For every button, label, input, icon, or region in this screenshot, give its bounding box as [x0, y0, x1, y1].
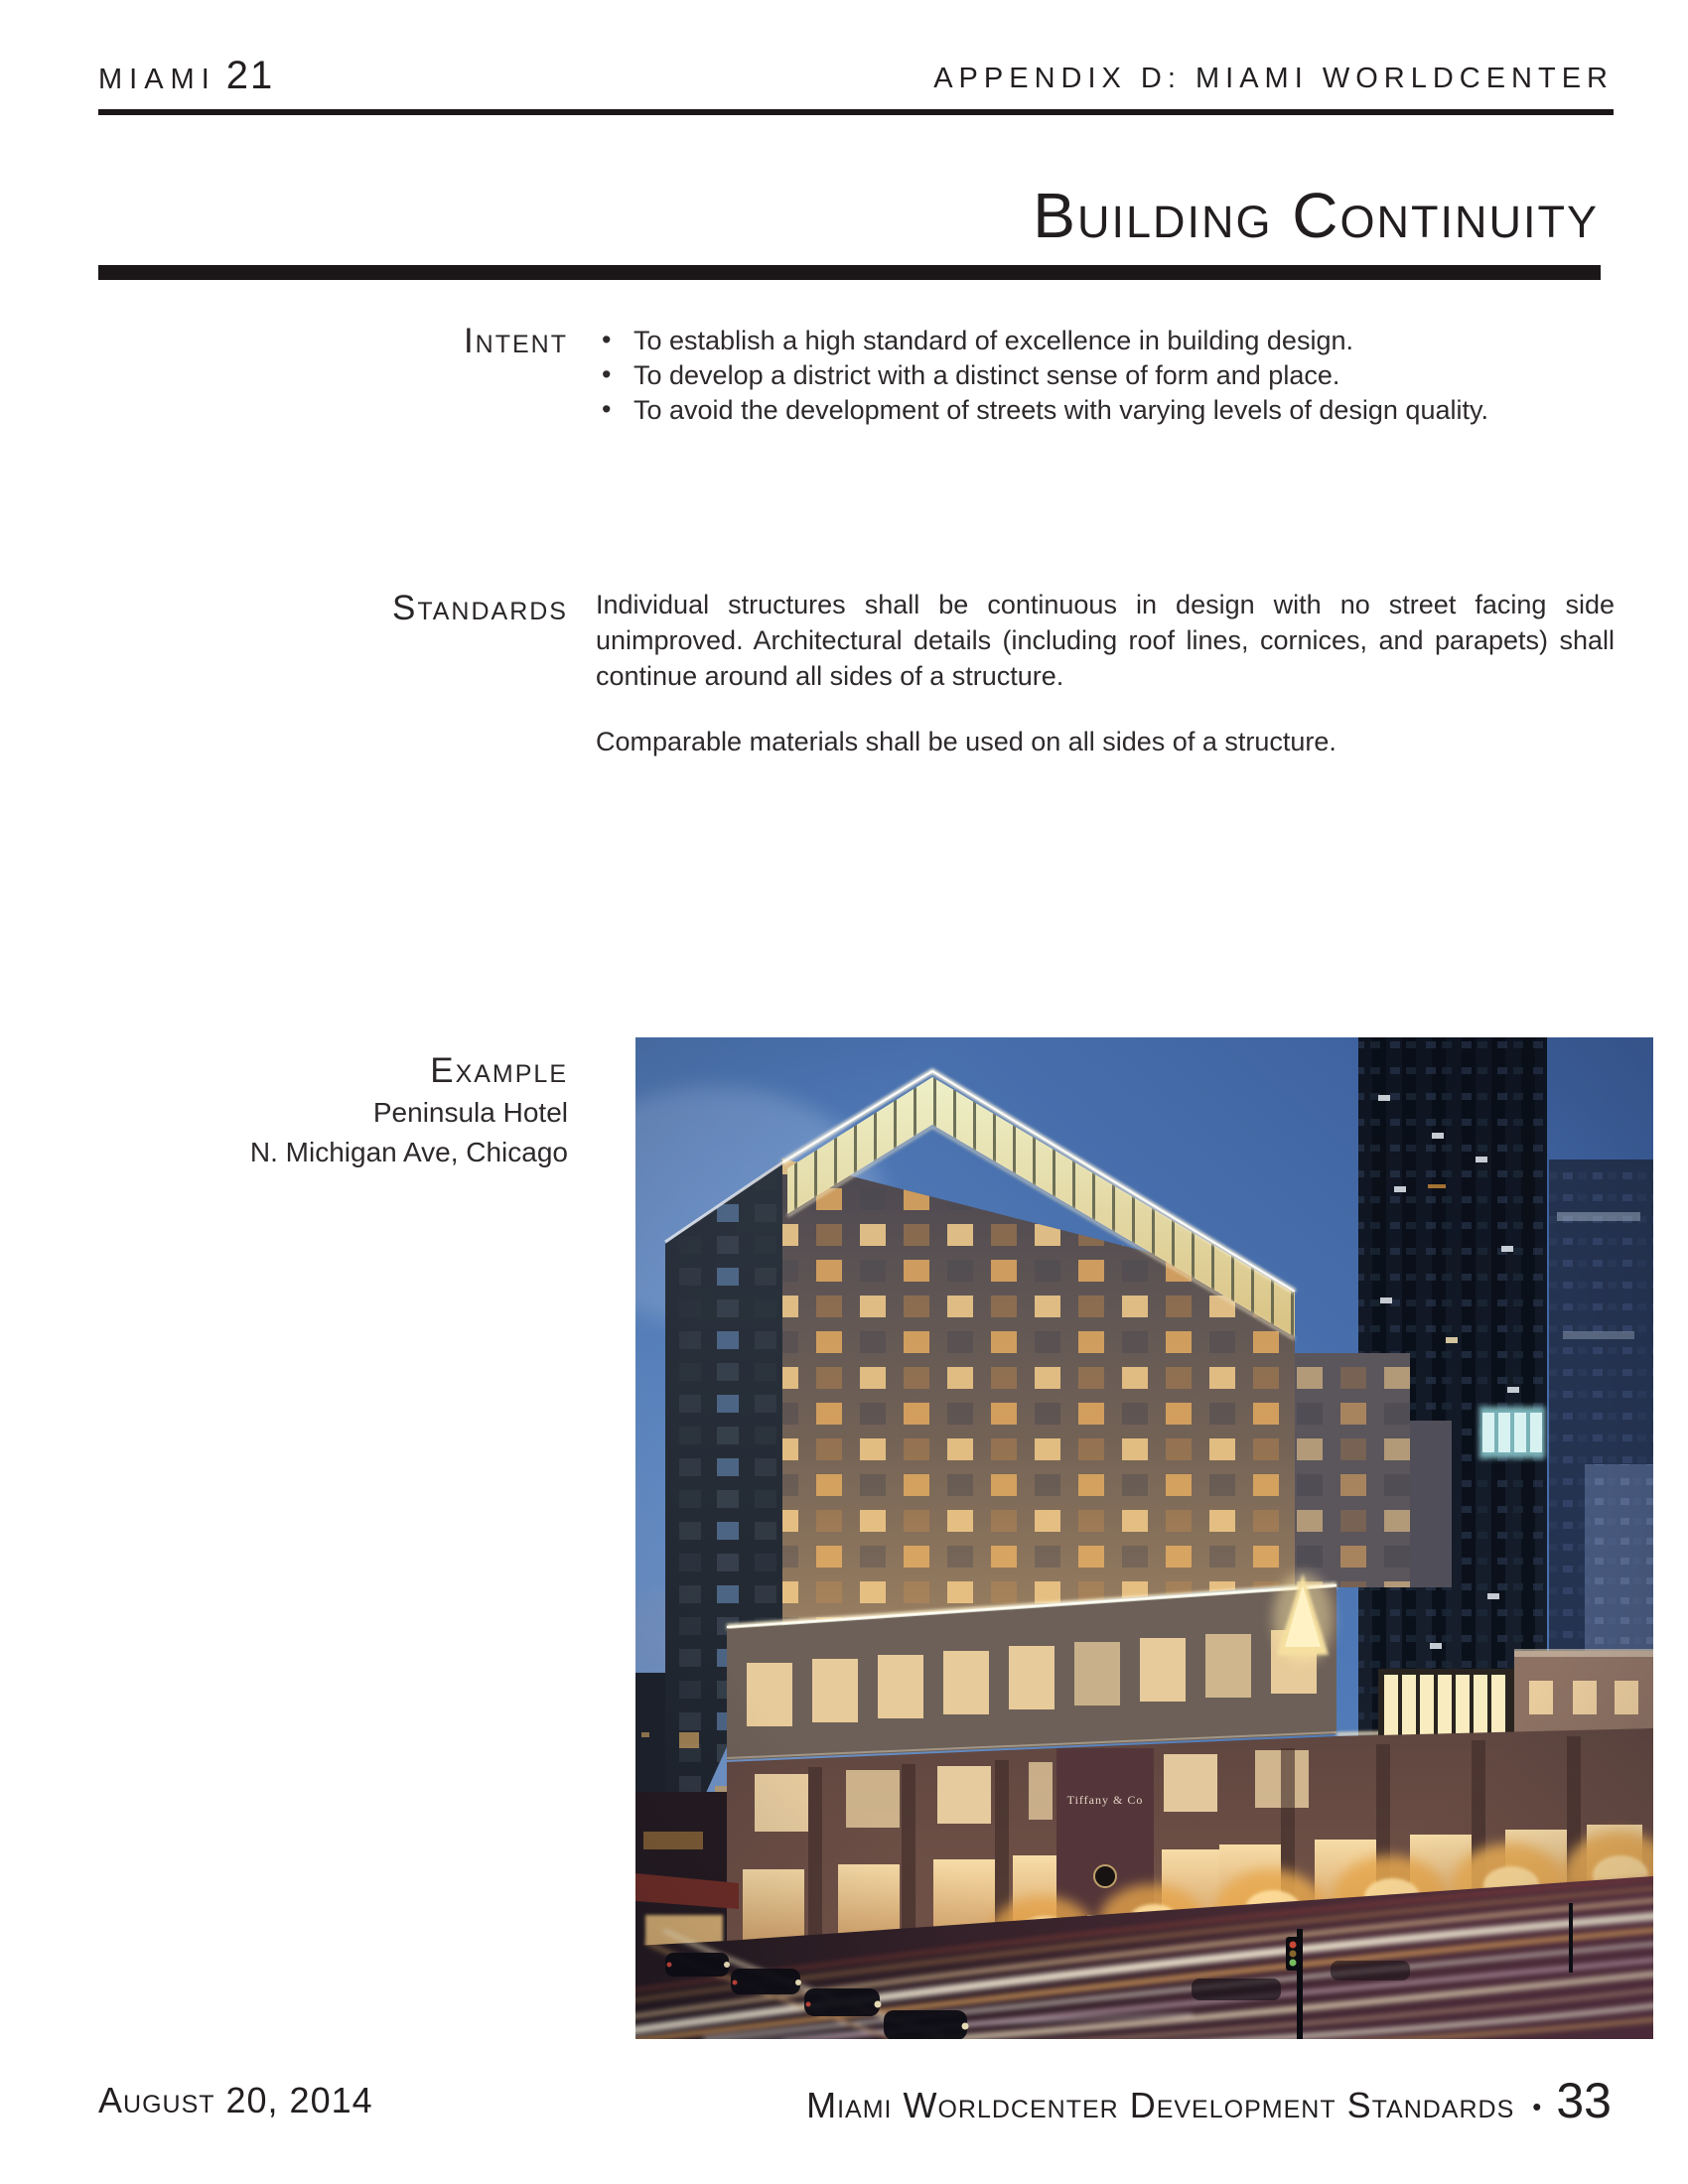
intent-bullet-3	[596, 393, 1615, 428]
brand-number: 21	[225, 54, 275, 97]
bullet-glyph: •	[602, 325, 612, 354]
standards-label: Standards	[391, 589, 568, 627]
intent-bullet-1-text: To establish a high standard of excellence in building design.	[633, 326, 1353, 355]
bullet-glyph: •	[602, 359, 612, 389]
standards-body	[596, 587, 1615, 759]
intent-bullet-1	[596, 324, 1615, 358]
example-photo	[635, 1037, 1653, 2039]
example-photo-graphic	[635, 1037, 1653, 2039]
intent-bullet-2	[596, 358, 1615, 393]
intent-label: Intent	[463, 322, 568, 360]
header-brand	[98, 56, 274, 99]
footer-separator: •	[1532, 2092, 1543, 2121]
example-caption	[98, 1093, 568, 1172]
footer-page-number: 33	[1556, 2073, 1612, 2128]
header-rule	[98, 109, 1614, 115]
bullet-glyph: •	[602, 394, 612, 424]
footer-document-title: Miami Worldcenter Development Standards	[806, 2085, 1515, 2125]
brand-text: MIAMI	[98, 64, 216, 95]
intent-bullet-list	[596, 324, 1615, 428]
intent-bullet-2-text: To develop a district with a distinct sense of form and place.	[633, 360, 1340, 390]
title-rule	[98, 265, 1601, 280]
page-title: Building Continuity	[1033, 180, 1599, 251]
example-label: Example	[430, 1051, 568, 1090]
footer-right	[806, 2073, 1612, 2128]
footer-date: August 20, 2014	[98, 2080, 373, 2120]
example-building: Peninsula Hotel	[372, 1097, 568, 1128]
header-appendix: APPENDIX D: MIAMI WORLDCENTER	[933, 63, 1614, 94]
standards-paragraph-1: Individual structures shall be continuous in design with no street facing side unimproved. Architectural details (including roof lines, cornices, and parapets) shall continue around all sides of a structure.	[596, 590, 1615, 691]
example-address: N. Michigan Ave, Chicago	[249, 1137, 568, 1167]
photo-vignette	[635, 1037, 1653, 2039]
standards-paragraph-2: Comparable materials shall be used on all sides of a structure.	[596, 727, 1336, 756]
intent-bullet-3-text: To avoid the development of streets with varying levels of design quality.	[633, 395, 1488, 425]
